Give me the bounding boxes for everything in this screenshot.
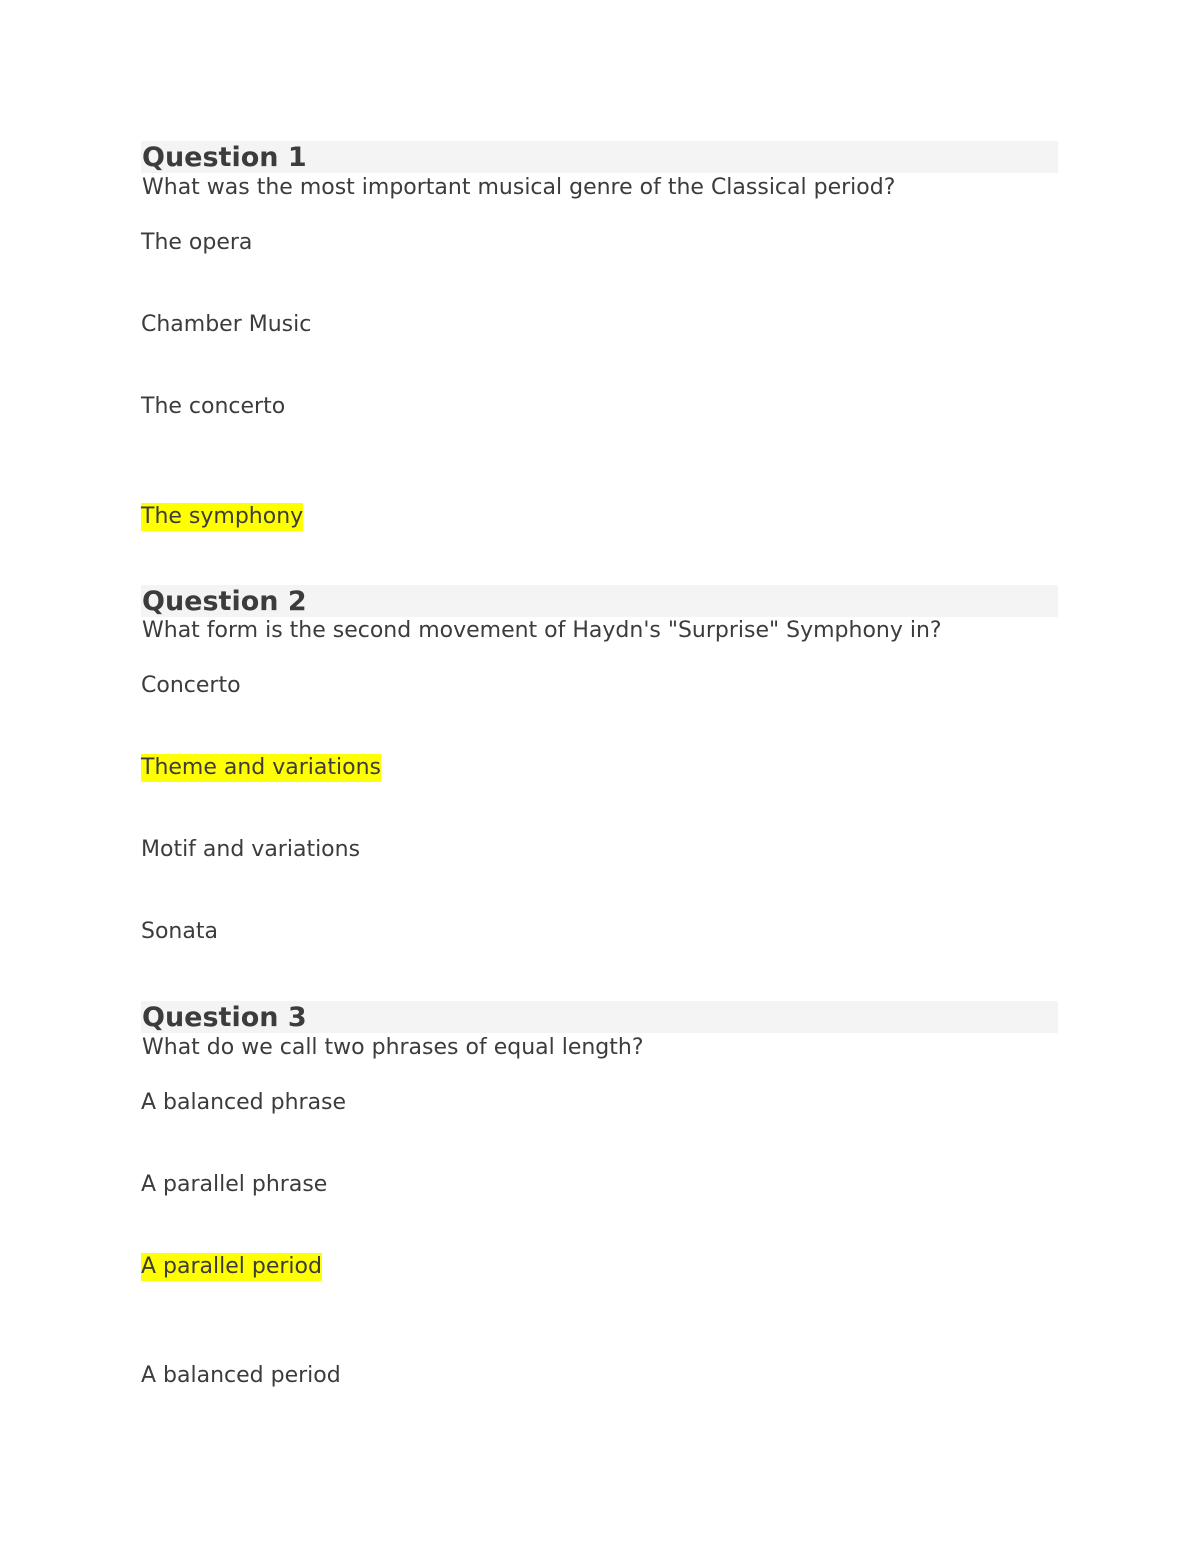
question-2-answer-2-highlighted: Theme and variations xyxy=(141,755,382,780)
question-3-answer-2: A parallel phrase xyxy=(141,1172,328,1197)
question-2-text: What form is the second movement of Haydn's "Surprise" Symphony in? xyxy=(142,618,942,643)
question-1-answer-3: The concerto xyxy=(141,394,286,419)
question-1-answer-2: Chamber Music xyxy=(141,312,312,337)
question-1-text: What was the most important musical genre of the Classical period? xyxy=(142,175,896,200)
question-3-text: What do we call two phrases of equal length? xyxy=(142,1035,644,1060)
question-2-answer-1: Concerto xyxy=(141,673,241,698)
question-2-title: Question 2 xyxy=(141,585,1058,617)
question-1-title: Question 1 xyxy=(141,141,1058,173)
question-3-title: Question 3 xyxy=(141,1001,1058,1033)
question-3-answer-3-highlighted: A parallel period xyxy=(141,1254,322,1279)
question-3-answer-1: A balanced phrase xyxy=(141,1090,347,1115)
question-1-answer-1: The opera xyxy=(141,230,253,255)
question-2-answer-4: Sonata xyxy=(141,919,218,944)
question-2-answer-3: Motif and variations xyxy=(141,837,361,862)
question-1-answer-4-highlighted: The symphony xyxy=(141,504,304,529)
question-3-answer-4: A balanced period xyxy=(141,1363,341,1388)
